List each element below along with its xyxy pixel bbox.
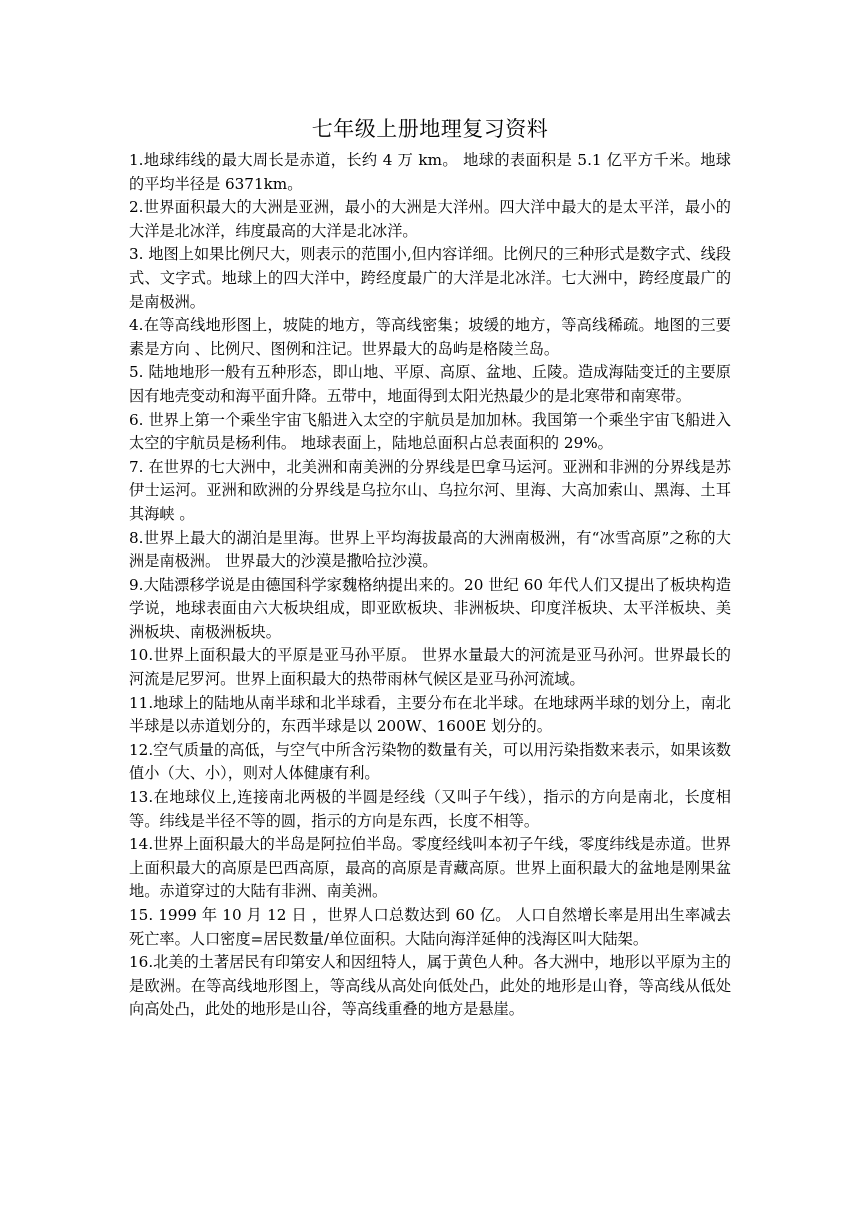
paragraph-8: 8.世界上最大的湖泊是里海。世界上平均海拔最高的大洲南极洲，有“冰雪高原”之称的大洲是南极洲。 世界最大的沙漠是撒哈拉沙漠。 bbox=[129, 528, 731, 571]
document-title: 七年级上册地理复习资料 bbox=[311, 117, 549, 141]
paragraph-11: 11.地球上的陆地从南半球和北半球看，主要分布在北半球。在地球两半球的划分上，南北半球是以赤道划分的，东西半球是以 200W、1600E 划分的。 bbox=[129, 693, 731, 736]
paragraph-9: 9.大陆漂移学说是由德国科学家魏格纳提出来的。20 世纪 60 年代人们又提出了板块构造学说，地球表面由六大板块组成，即亚欧板块、非洲板块、印度洋板块、太平洋板块、美洲板块、南极洲板块。 bbox=[129, 575, 731, 641]
paragraph-2: 2.世界面积最大的大洲是亚洲，最小的大洲是大洋州。四大洋中最大的是太平洋，最小的大洋是北冰洋，纬度最高的大洋是北冰洋。 bbox=[129, 198, 731, 240]
paragraph-5: 5. 陆地地形一般有五种形态，即山地、平原、高原、盆地、丘陵。造成海陆变迁的主要原因有地壳变动和海平面升降。五带中，地面得到太阳光热最少的是北寒带和南寒带。 bbox=[129, 363, 731, 405]
document-body bbox=[129, 149, 731, 1022]
paragraph-13: 13.在地球仪上,连接南北两极的半圆是经线（又叫子午线），指示的方向是南北，长度相等。纬线是半径不等的圆，指示的方向是东西，长度不相等。 bbox=[129, 788, 731, 830]
paragraph-6: 6. 世界上第一个乘坐宇宙飞船进入太空的宇航员是加加林。我国第一个乘坐宇宙飞船进入太空的宇航员是杨利伟。 地球表面上，陆地总面积占总表面积的 29%。 bbox=[129, 410, 731, 453]
paragraph-16: 16.北美的土著居民有印第安人和因纽特人，属于黄色人种。各大洲中，地形以平原为主的是欧洲。在等高线地形图上，等高线从高处向低处凸，此处的地形是山脊，等高线从低处向高处凸，此处的地形是山谷，等高线重叠的地方是悬崖。 bbox=[129, 953, 731, 1019]
paragraph-1: 1.地球纬线的最大周长是赤道，长约 4 万 km。 地球的表面积是 5.1 亿平方千米。地球的平均半径是 6371km。 bbox=[129, 151, 731, 193]
paragraph-10: 10.世界上面积最大的平原是亚马孙平原。 世界水量最大的河流是亚马孙河。世界最长的河流是尼罗河。世界上面积最大的热带雨林气候区是亚马孙河流域。 bbox=[129, 646, 731, 689]
paragraph-4: 4.在等高线地形图上，坡陡的地方，等高线密集；坡缓的地方，等高线稀疏。地图的三要素是方向 、比例尺、图例和注记。世界最大的岛屿是格陵兰岛。 bbox=[129, 316, 731, 358]
paragraph-14: 14.世界上面积最大的半岛是阿拉伯半岛。零度经线叫本初子午线，零度纬线是赤道。世界上面积最大的高原是巴西高原，最高的高原是青藏高原。世界上面积最大的盆地是刚果盆地。赤道穿过的大陆有非洲、南美洲。 bbox=[129, 835, 731, 901]
paragraph-15: 15. 1999 年 10 月 12 日 ，世界人口总数达到 60 亿。 人口自然增长率是用出生率减去死亡率。人口密度=居民数量/单位面积。大陆向海洋延伸的浅海区叫大陆架。 bbox=[129, 906, 731, 948]
paragraph-12: 12.空气质量的高低，与空气中所含污染物的数量有关，可以用污染指数来表示，如果该数值小（大、小），则对人体健康有利。 bbox=[129, 740, 731, 783]
paragraph-7: 7. 在世界的七大洲中，北美洲和南美洲的分界线是巴拿马运河。亚洲和非洲的分界线是苏伊士运河。亚洲和欧洲的分界线是乌拉尔山、乌拉尔河、里海、大高加索山、黑海、土耳其海峡 。 bbox=[129, 457, 731, 523]
paragraph-3: 3. 地图上如果比例尺大，则表示的范围小,但内容详细。比例尺的三种形式是数字式、线段式、文字式。地球上的四大洋中，跨经度最广的大洋是北冰洋。七大洲中，跨经度最广的是南极洲。 bbox=[129, 245, 731, 311]
